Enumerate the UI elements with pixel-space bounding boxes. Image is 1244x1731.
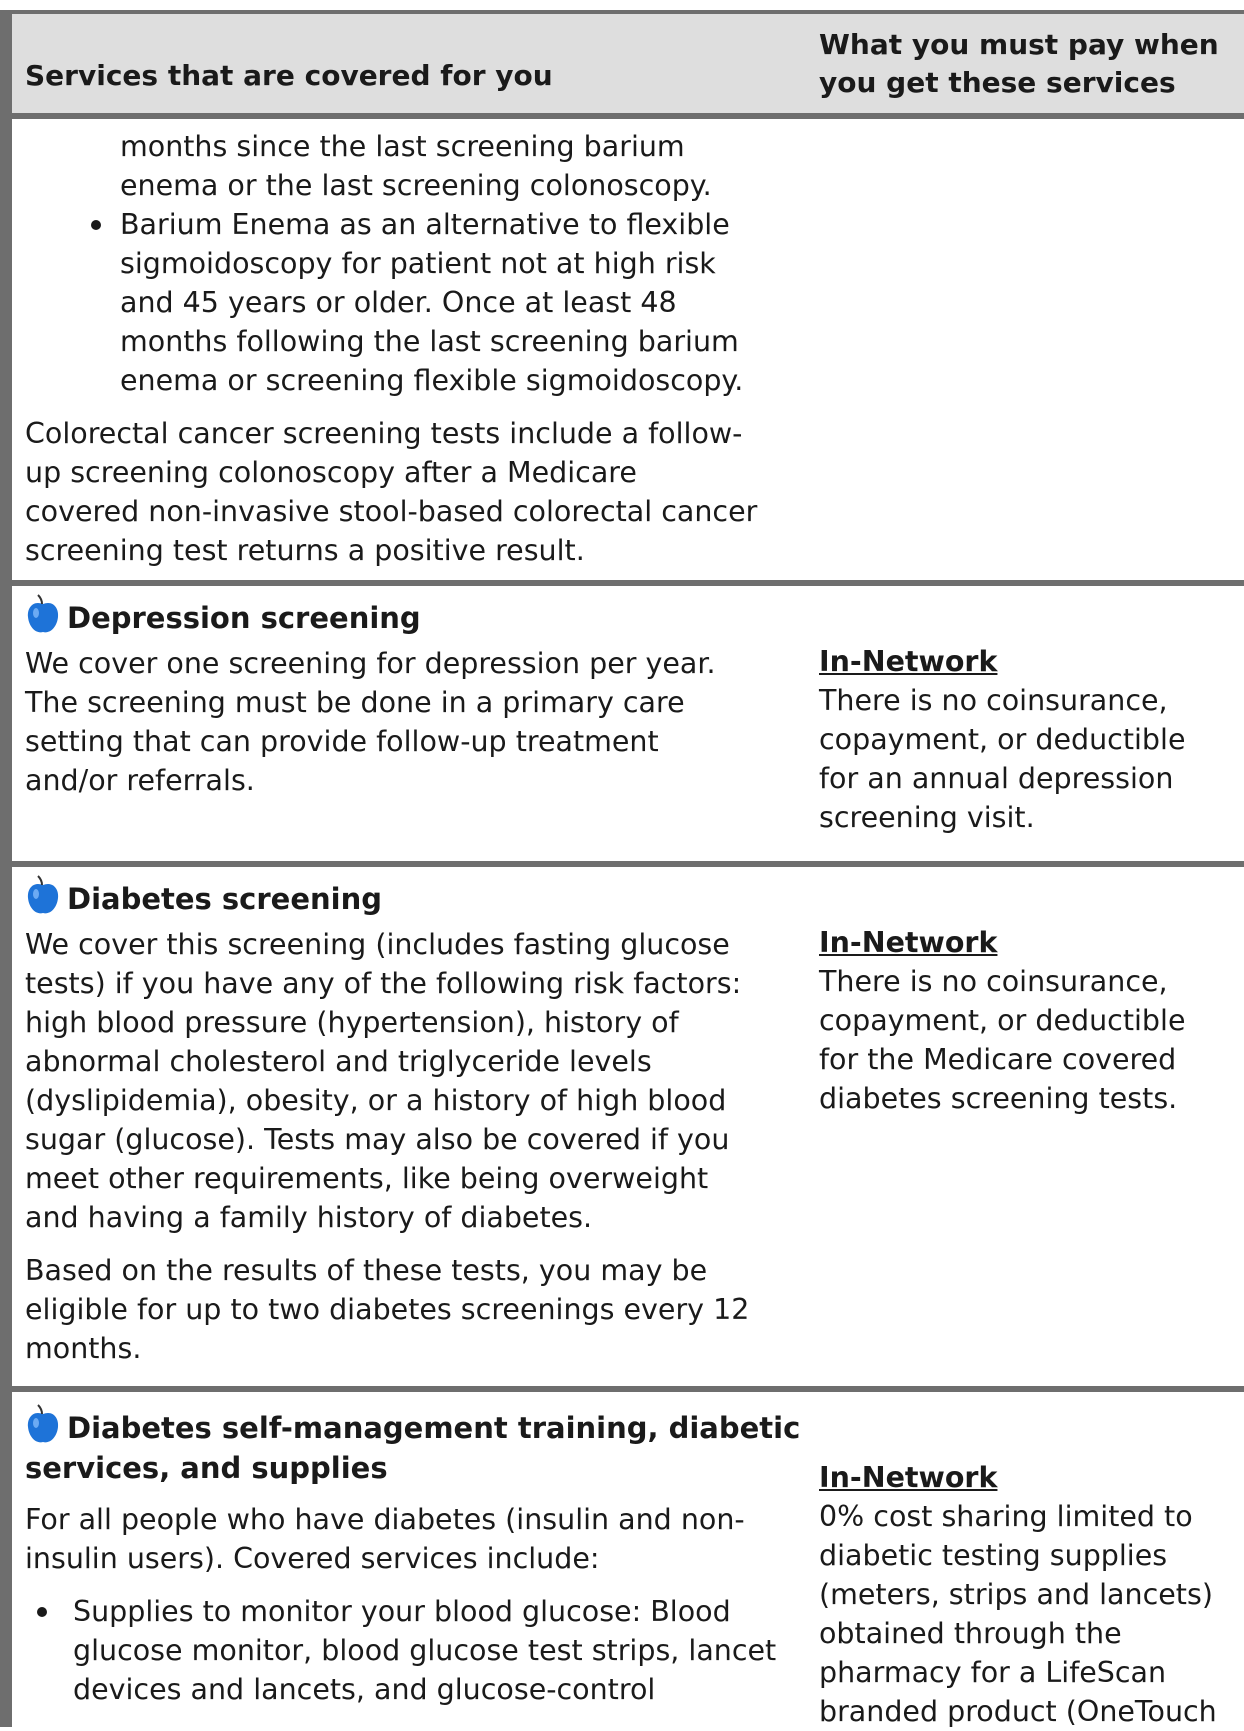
text-line: For all people who have diabetes (insulin and non- [25,1503,745,1536]
text-line: sigmoidoscopy for patient not at high risk [120,247,716,280]
list-item [120,205,805,400]
depression-cost [819,642,1244,837]
text-line: (dyslipidemia), obesity, or a history of high blood [25,1084,727,1117]
diabetes-screening-title [25,875,805,919]
text-line: copayment, or deductible [819,1004,1186,1037]
text-line: for the Medicare covered [819,1043,1177,1076]
text-line: Barium Enema as an alternative to flexible [120,208,730,241]
diabetes-screening-row [12,867,1244,1387]
text-line: pharmacy for a LifeScan [819,1656,1167,1689]
apple-icon [25,1404,61,1444]
text-line: There is no coinsurance, [819,684,1168,717]
text-line: insulin users). Covered services include: [25,1542,600,1575]
section-title-text: Diabetes screening [67,882,382,916]
section-title-text: services, and supplies [25,1451,388,1485]
text-line: meet other requirements, like being overweight [25,1162,709,1195]
depression-title [25,594,805,638]
depression-text [25,594,805,800]
text-line: up screening colonoscopy after a Medicare [25,456,637,489]
table-header [12,14,1244,116]
text-line: sugar (glucose). Tests may also be covered if you [25,1123,730,1156]
diabetes-training-text [25,1404,805,1709]
text-line: Supplies to monitor your blood glucose: Blood [73,1595,731,1628]
text-line: screening visit. [819,801,1035,834]
text-line: branded product (OneTouch [819,1695,1217,1728]
text-line: The screening must be done in a primary care [25,686,685,719]
header-services: Services that are covered for you [25,59,553,92]
colorectal-row [12,119,1244,581]
apple-icon [25,875,61,915]
apple-icon [25,594,61,634]
header-cost-line: What you must pay when [819,28,1219,61]
in-network-label: In-Network [819,926,998,959]
text-line: enema or the last screening colonoscopy. [120,169,712,202]
text-line: months. [25,1332,142,1365]
text-line: screening test returns a positive result. [25,534,585,567]
list-item [25,1592,805,1709]
text-line: eligible for up to two diabetes screenings every 12 [25,1293,750,1326]
text-line: Based on the results of these tests, you may be [25,1254,708,1287]
text-line: We cover one screening for depression per year. [25,647,716,680]
text-line: for an annual depression [819,762,1174,795]
header-cost-line: you get these services [819,66,1176,99]
diabetes-training-row [12,1392,1244,1727]
section-title-text: Diabetes self-management training, diabetic [67,1411,801,1445]
diabetes-training-title [25,1404,805,1488]
text-line: We cover this screening (includes fasting glucose [25,928,730,961]
text-line: months since the last screening barium [120,130,685,163]
text-line: abnormal cholesterol and triglyceride levels [25,1045,652,1078]
text-line: and 45 years or older. Once at least 48 [120,286,677,319]
text-line: enema or screening flexible sigmoidoscopy. [120,364,744,397]
text-line: copayment, or deductible [819,723,1186,756]
text-line: diabetes screening tests. [819,1082,1178,1115]
section-title-text: Depression screening [67,601,421,635]
depression-row [12,586,1244,862]
colorectal-paragraph [25,414,805,570]
text-line: and having a family history of diabetes. [25,1201,593,1234]
text-line: Colorectal cancer screening tests include a follow- [25,417,743,450]
in-network-label: In-Network [819,645,998,678]
text-line: diabetic testing supplies [819,1539,1168,1572]
text-line: obtained through the [819,1617,1122,1650]
text-line: glucose monitor, blood glucose test strips, lancet [73,1634,777,1667]
colorectal-text [25,127,805,570]
diabetes-screening-cost [819,923,1244,1118]
text-line: and/or referrals. [25,764,255,797]
in-network-label: In-Network [819,1461,998,1494]
text-line: months following the last screening barium [120,325,739,358]
text-line: devices and lancets, and glucose-control [73,1673,656,1706]
text-line: high blood pressure (hypertension), history of [25,1006,679,1039]
diabetes-training-cost [819,1458,1244,1731]
text-line: 0% cost sharing limited to [819,1500,1193,1533]
text-line: (meters, strips and lancets) [819,1578,1213,1611]
diabetes-screening-text [25,875,805,1368]
text-line: tests) if you have any of the following risk factors: [25,967,742,1000]
text-line: There is no coinsurance, [819,965,1168,998]
header-cost [819,26,1239,102]
text-line: covered non-invasive stool-based colorectal cancer [25,495,758,528]
text-line: setting that can provide follow-up treatment [25,725,659,758]
